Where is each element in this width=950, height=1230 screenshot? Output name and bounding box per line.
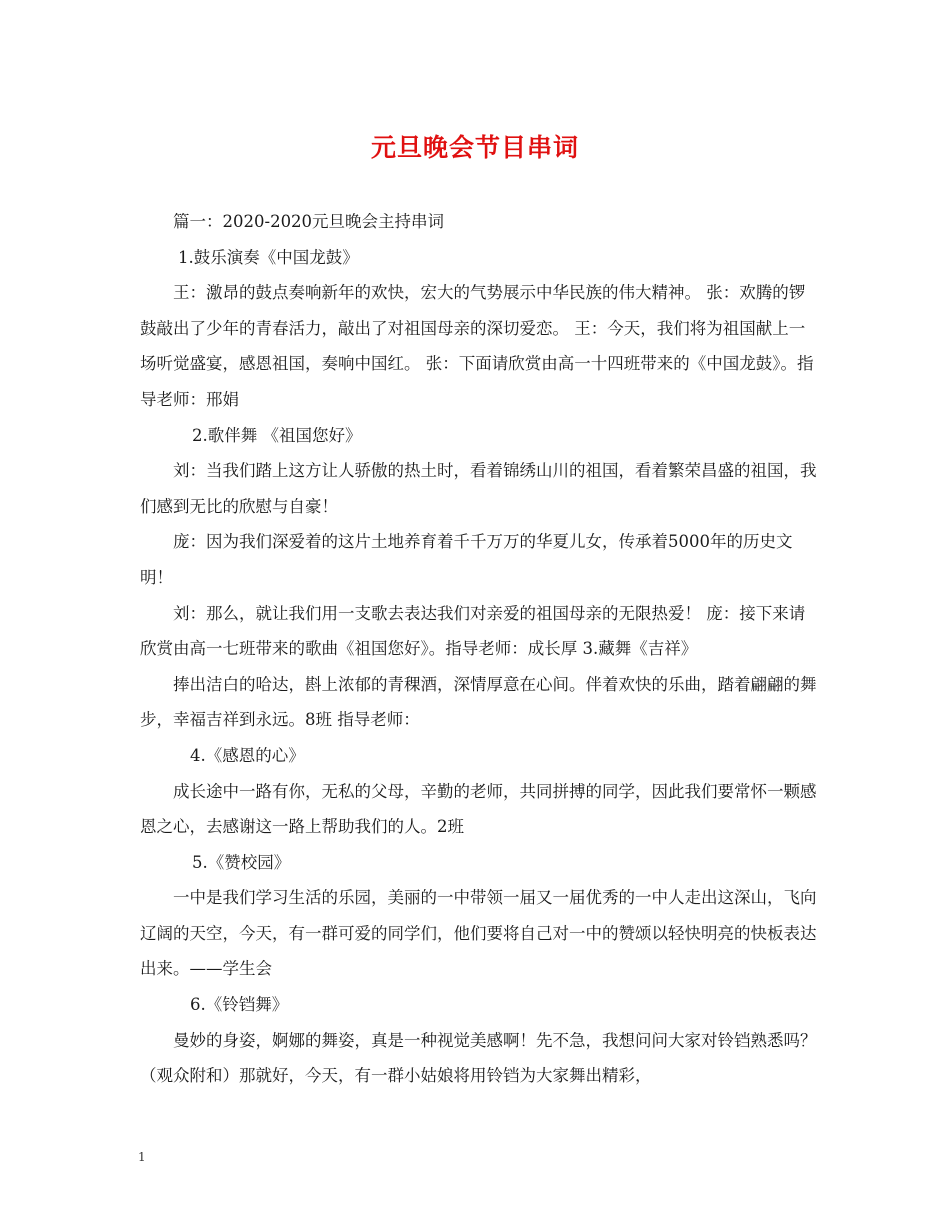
- page-number: 1: [138, 1150, 146, 1164]
- document-title: 元旦晚会节目串词: [370, 133, 579, 162]
- paragraph: 王：激昂的鼓点奏响新年的欢快，宏大的气势展示中华民族的伟大精神。 张：欢腾的锣鼓敲出了少年的青春活力，敲出了对祖国母亲的深切爱恋。 王：今天，我们将为祖国献上一场听觉盛宴，感恩祖国，奏响中国红。 张：下面请欣赏由高一十四班带来的《中国龙鼓》。指导老师：邢娟: [140, 283, 814, 409]
- section-heading: 篇一：2020-2020元旦晚会主持串词: [173, 212, 445, 231]
- document-body: [140, 204, 820, 1094]
- program-item-2: 2.歌伴舞 《祖国您好》: [192, 425, 362, 445]
- program-item-1: 1.鼓乐演奏《中国龙鼓》: [178, 247, 359, 267]
- paragraph: 庞：因为我们深爱着的这片土地养育着千千万万的华夏儿女，传承着5000年的历史文明！: [140, 532, 793, 587]
- paragraph: 刘：那么，就让我们用一支歌去表达我们对亲爱的祖国母亲的无限热爱！ 庞：接下来请欣赏由高一七班带来的歌曲《祖国您好》。指导老师：成长厚 3.藏舞《吉祥》: [140, 603, 806, 659]
- program-item-4: 4.《感恩的心》: [190, 745, 305, 765]
- paragraph: 一中是我们学习生活的乐园，美丽的一中带领一届又一届优秀的一中人走出这深山，飞向辽阔的天空，今天，有一群可爱的同学们，他们要将自己对一中的赞颂以轻快明亮的快板表达出来。——学生会: [140, 888, 817, 979]
- program-item-5: 5.《赞校园》: [192, 852, 291, 872]
- paragraph: 捧出洁白的哈达，斟上浓郁的青稞酒，深情厚意在心间。伴着欢快的乐曲，踏着翩翩的舞步，幸福吉祥到永远。8班 指导老师：: [140, 674, 817, 730]
- paragraph: 成长途中一路有你，无私的父母，辛勤的老师，共同拼搏的同学，因此我们要常怀一颗感恩之心，去感谢这一路上帮助我们的人。2班: [140, 781, 817, 837]
- paragraph: 曼妙的身姿，婀娜的舞姿，真是一种视觉美感啊！先不急，我想问问大家对铃铛熟悉吗？（观众附和）那就好，今天，有一群小姑娘将用铃铛为大家舞出精彩，: [140, 1030, 817, 1086]
- paragraph: 刘：当我们踏上这方让人骄傲的热土时，看着锦绣山川的祖国，看着繁荣昌盛的祖国，我们感到无比的欣慰与自豪！: [140, 461, 817, 516]
- program-item-6: 6.《铃铛舞》: [190, 995, 289, 1015]
